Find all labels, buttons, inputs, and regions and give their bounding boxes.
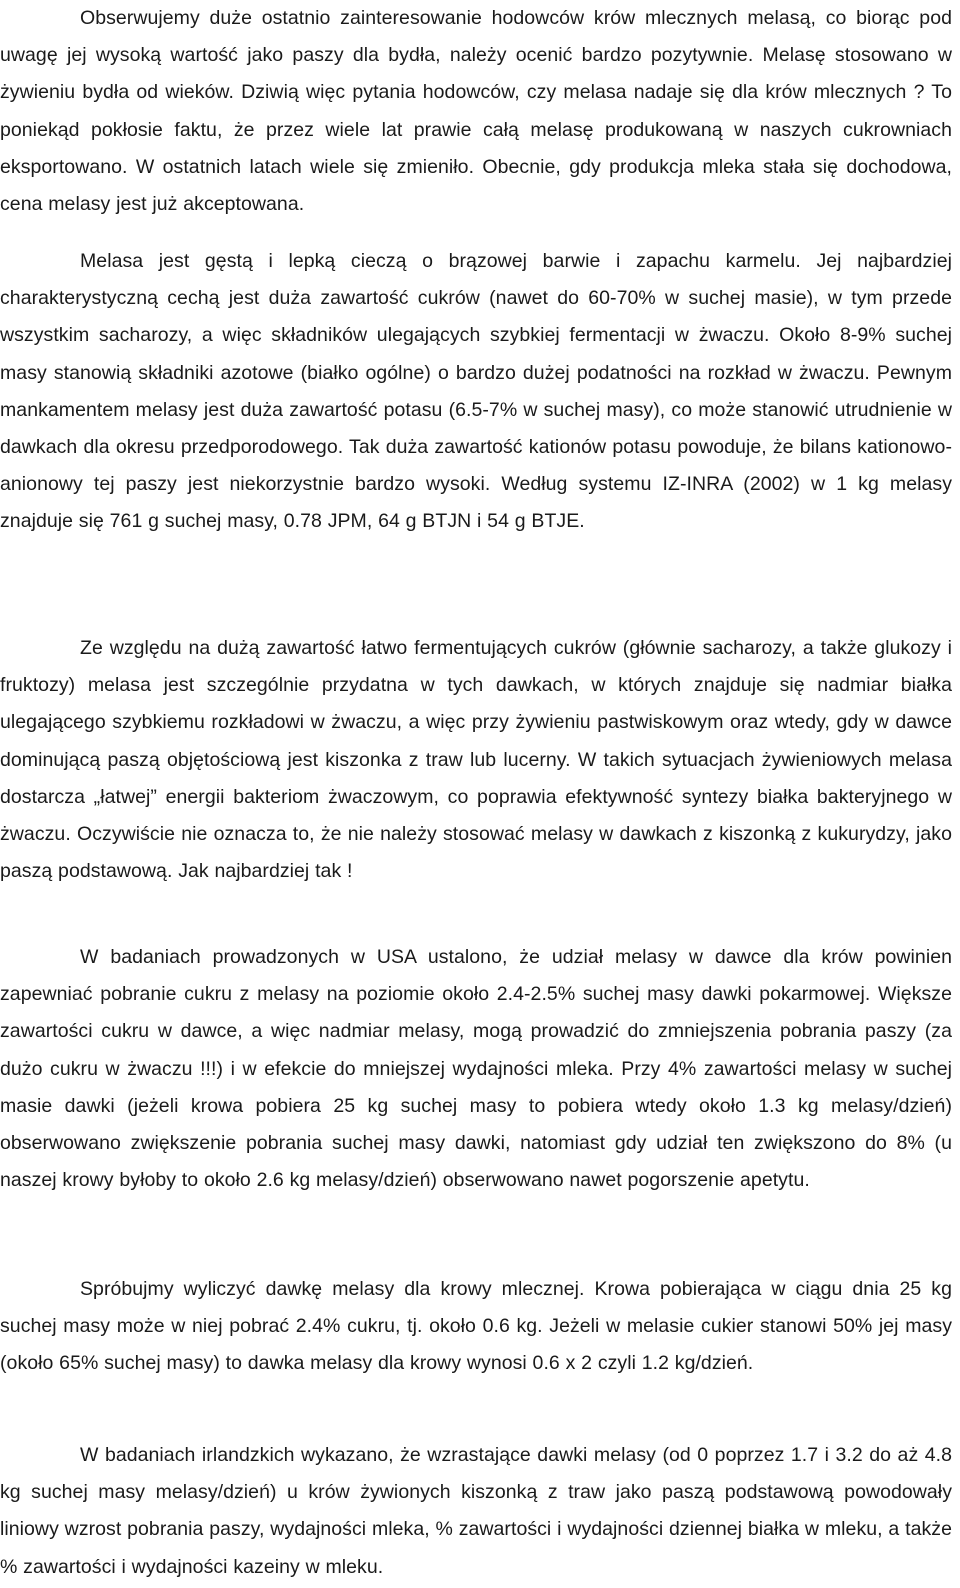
paragraph-dose-calculation: Spróbujmy wyliczyć dawkę melasy dla krowy mlecznej. Krowa pobierająca w ciągu dnia 25 kg suchej masy może w niej pobrać 2.4% cukru, tj. około 0.6 kg. Jeżeli w melasie cukier stanowi 50% jej masy (około 65% suchej masy) to dawka melasy dla krowy wynosi 0.6 x 2 czyli 1.2 kg/dzień. <box>0 1278 952 1375</box>
paragraph-irish-research: W badaniach irlandzkich wykazano, że wzrastające dawki melasy (od 0 poprzez 1.7 i 3.2 do aż 4.8 kg suchej masy melasy/dzień) u krów żywionych kiszonką z traw jako paszą podstawową powodowały liniowy wzrost pobrania paszy, wydajności mleka, % zawartości i wydajności dziennej białka w mleku, a także % zawartości i wydajności kazeiny w mleku. <box>0 1444 952 1578</box>
paragraph-interest-in-molasses: Obserwujemy duże ostatnio zainteresowanie hodowców krów mlecznych melasą, co biorąc pod uwagę jej wysoką wartość jako paszy dla bydła, należy ocenić bardzo pozytywnie. Melasę stosowano w żywieniu bydła od wieków. Dziwią więc pytania hodowców, czy melasa nadaje się dla krów mlecznych ? To poniekąd pokłosie faktu, że przez wiele lat prawie całą melasę produkowaną w naszych cukrowniach eksportowano. W ostatnich latach wiele się zmieniło. Obecnie, gdy produkcja mleka stała się dochodowa, cena melasy jest już akceptowana. <box>0 7 952 216</box>
paragraph-fermentable-sugars: Ze względu na dużą zawartość łatwo fermentujących cukrów (głównie sacharozy, a także glukozy i fruktozy) melasa jest szczególnie przydatna w tych dawkach, w których znajduje się nadmiar białka ulegającego szybkiemu rozkładowi w żwaczu, a więc przy żywieniu pastwiskowym oraz wtedy, gdy w dawce dominującą paszą objętościową jest kiszonka z traw lub lucerny. W takich sytuacjach żywieniowych melasa dostarcza „łatwej” energii bakteriom żwaczowym, co poprawia efektywność syntezy białka bakteryjnego w żwaczu. Oczywiście nie oznacza to, że nie należy stosować melasy w dawkach z kiszonką z kukurydzy, jako paszą podstawową. Jak najbardziej tak ! <box>0 637 952 883</box>
paragraph-molasses-properties: Melasa jest gęstą i lepką cieczą o brązowej barwie i zapachu karmelu. Jej najbardziej charakterystyczną cechą jest duża zawartość cukrów (nawet do 60-70% w suchej masie), w tym przede wszystkim sacharozy, a więc składników ulegających szybkiej fermentacji w żwaczu. Około 8-9% suchej masy stanowią składniki azotowe (białko ogólne) o bardzo dużej podatności na rozkład w żwaczu. Pewnym mankamentem melasy jest duża zawartość potasu (6.5-7% w suchej masy), co może stanowić utrudnienie w dawkach dla okresu przedporodowego. Tak duża zawartość kationów potasu powoduje, że bilans kationowo-anionowy tej paszy jest niekorzystnie bardzo wysoki. Według systemu IZ-INRA (2002) w 1 kg melasy znajduje się 761 g suchej masy, 0.78 JPM, 64 g BTJN i 54 g BTJE. <box>0 250 952 533</box>
paragraph-usa-research: W badaniach prowadzonych w USA ustalono, że udział melasy w dawce dla krów powinien zapewniać pobranie cukru z melasy na poziomie około 2.4-2.5% suchej masy dawki pokarmowej. Większe zawartości cukru w dawce, a więc nadmiar melasy, mogą prowadzić do zmniejszenia pobrania paszy (za dużo cukru w żwaczu !!!) i w efekcie do mniejszej wydajności mleka. Przy 4% zawartości melasy w suchej masie dawki (jeżeli krowa pobiera 25 kg suchej masy to pobiera wtedy około 1.3 kg melasy/dzień) obserwowano zwiększenie pobrania suchej masy dawki, natomiast gdy udział ten zwiększono do 8% (u naszej krowy byłoby to około 2.6 kg melasy/dzień) obserwowano nawet pogorszenie apetytu. <box>0 946 952 1192</box>
